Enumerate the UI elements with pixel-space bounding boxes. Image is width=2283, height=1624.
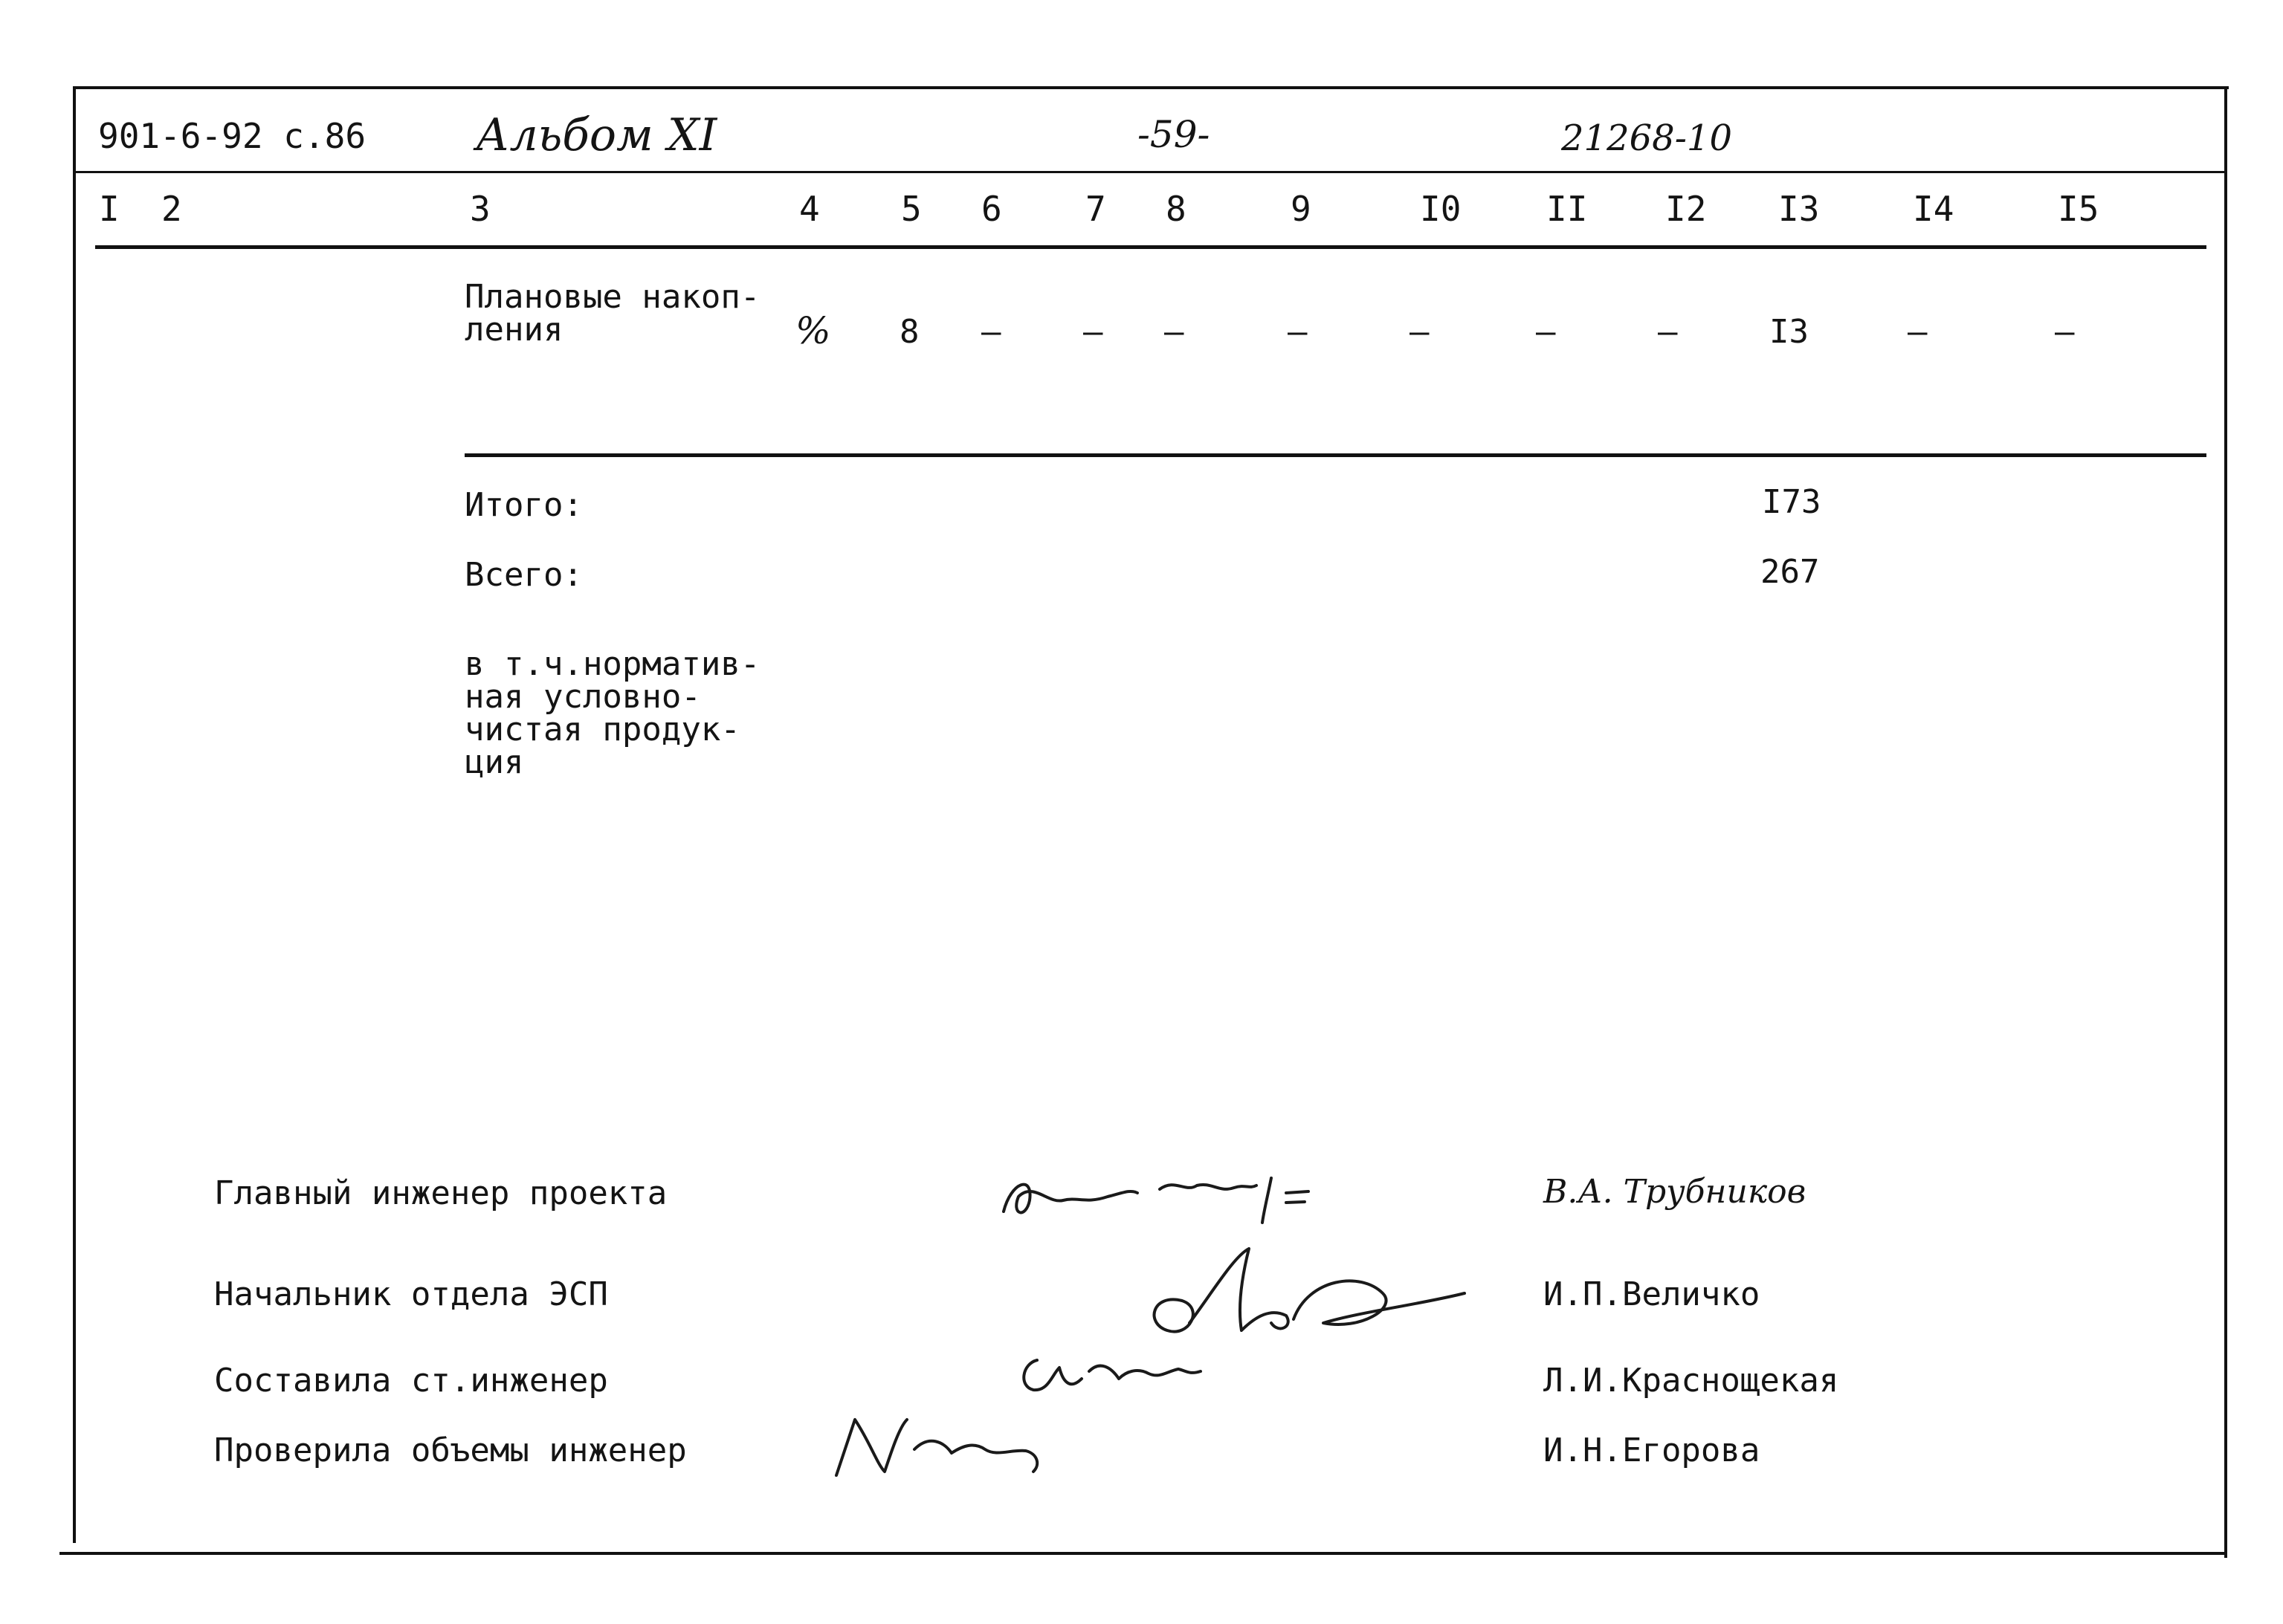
page-number: -59- — [1137, 113, 1210, 156]
row-name: Плановые накоп- ления — [465, 278, 761, 349]
column-number: I5 — [2058, 189, 2099, 229]
doc-code: 901-6-92 с.86 — [98, 116, 366, 156]
row-dash: – — [1409, 313, 1430, 351]
row-value-col15: – — [2055, 313, 2075, 351]
signer-name: Л.И.Краснощекая — [1543, 1362, 1839, 1400]
itogo-value: I73 — [1762, 483, 1821, 521]
row-dash: – — [1288, 313, 1308, 351]
row-unit: % — [795, 309, 831, 352]
sheet-code: 21268-10 — [1561, 117, 1732, 159]
column-number: 8 — [1166, 189, 1186, 229]
album-title: Альбом XI — [476, 109, 717, 161]
column-number: 3 — [470, 189, 491, 229]
column-number: I4 — [1913, 189, 1954, 229]
signature-engineer — [825, 1405, 1071, 1486]
vsego-value: 267 — [1760, 553, 1820, 591]
frame-left-line — [73, 86, 76, 1543]
row-value-col5: 8 — [900, 313, 920, 351]
header-divider-line — [73, 171, 2227, 173]
column-number: 7 — [1085, 189, 1106, 229]
column-number: I2 — [1665, 189, 1707, 229]
row-dash: – — [981, 313, 1001, 351]
signer-role: Начальник отдела ЭСП — [214, 1275, 608, 1313]
vsego-label: Всего: — [465, 556, 583, 594]
column-number: 4 — [799, 189, 820, 229]
row-value-col13: I3 — [1769, 313, 1809, 351]
row-dash: – — [1083, 313, 1103, 351]
column-number: I — [99, 189, 120, 229]
column-header-line — [95, 245, 2206, 249]
signer-name: И.П.Величко — [1543, 1275, 1760, 1313]
signer-role: Составила ст.инженер — [214, 1362, 608, 1400]
signature-senior-engineer — [1007, 1338, 1230, 1405]
itogo-label: Итого: — [465, 486, 583, 524]
row-dash: – — [1536, 313, 1556, 351]
signer-name: В.А. Трубников — [1543, 1173, 1806, 1211]
signer-role: Главный инженер проекта — [214, 1174, 668, 1212]
column-number: I3 — [1778, 189, 1820, 229]
subtotal-line — [465, 453, 2206, 457]
row-dash: – — [1658, 313, 1678, 351]
column-number: I0 — [1420, 189, 1462, 229]
column-number: 5 — [901, 189, 922, 229]
column-number: 6 — [981, 189, 1002, 229]
column-number: II — [1546, 189, 1588, 229]
signer-role: Проверила объемы инженер — [214, 1431, 687, 1469]
column-number: 9 — [1291, 189, 1311, 229]
row-value-col14: – — [1908, 313, 1928, 351]
column-number: 2 — [161, 189, 182, 229]
row-dash: – — [1164, 313, 1184, 351]
frame-top-line — [73, 86, 2229, 89]
note-text: в т.ч.норматив- ная условно- чистая продук- ция — [465, 645, 761, 781]
frame-bottom-line — [59, 1552, 2227, 1555]
signer-name: И.Н.Егорова — [1543, 1431, 1760, 1469]
signature-chief-engineer — [989, 1159, 1375, 1241]
frame-right-line — [2224, 86, 2227, 1558]
